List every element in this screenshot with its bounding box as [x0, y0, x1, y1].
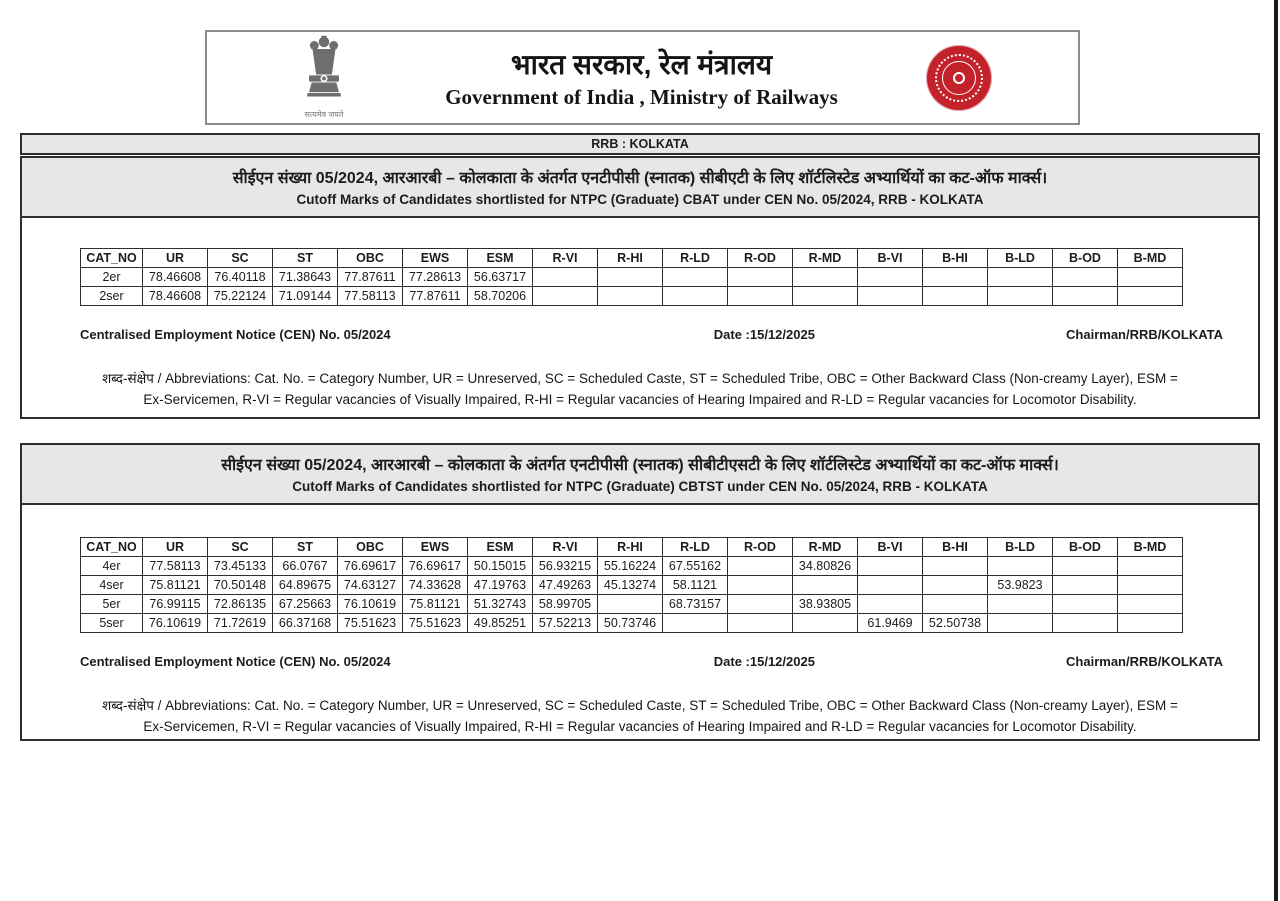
cutoff-cell	[988, 595, 1053, 614]
government-header	[205, 30, 1080, 125]
cutoff-cell: 78.46608	[143, 287, 208, 306]
cutoff-cell	[858, 557, 923, 576]
column-header: B-OD	[1053, 249, 1118, 268]
cutoff-cell: 71.72619	[208, 614, 273, 633]
cutoff-cell	[663, 614, 728, 633]
column-header: R-HI	[598, 249, 663, 268]
cutoff-cell: 76.69617	[338, 557, 403, 576]
cutoff-cell: 50.15015	[468, 557, 533, 576]
cutoff-cell	[728, 287, 793, 306]
table-row	[81, 576, 1183, 595]
cen-notice-label: Centralised Employment Notice (CEN) No. 05/2024	[80, 327, 391, 342]
cutoff-cell: 76.40118	[208, 268, 273, 287]
cutoff-cell: 78.46608	[143, 268, 208, 287]
cutoff-cell: 75.22124	[208, 287, 273, 306]
column-header: B-MD	[1118, 249, 1183, 268]
cutoff-cell: 49.85251	[468, 614, 533, 633]
column-header: R-OD	[728, 538, 793, 557]
column-header: OBC	[338, 538, 403, 557]
cbat-cutoff-section	[20, 156, 1260, 419]
cutoff-cell: 77.58113	[143, 557, 208, 576]
category-cell: 4er	[81, 557, 143, 576]
cutoff-cell: 52.50738	[923, 614, 988, 633]
cutoff-cell	[858, 576, 923, 595]
cutoff-cell: 58.99705	[533, 595, 598, 614]
cen-info-row	[80, 654, 1223, 669]
page-right-edge	[1274, 0, 1278, 901]
cutoff-cell: 76.99115	[143, 595, 208, 614]
category-cell: 2ser	[81, 287, 143, 306]
cutoff-cell	[533, 287, 598, 306]
column-header: B-OD	[1053, 538, 1118, 557]
cutoff-cell: 34.80826	[793, 557, 858, 576]
government-header-text	[357, 45, 926, 110]
column-header: R-VI	[533, 249, 598, 268]
column-header: R-VI	[533, 538, 598, 557]
cutoff-cell: 74.63127	[338, 576, 403, 595]
cutoff-cell	[663, 268, 728, 287]
cutoff-cell: 67.25663	[273, 595, 338, 614]
cutoff-cell	[1118, 595, 1183, 614]
cutoff-cell	[923, 287, 988, 306]
cutoff-cell	[923, 268, 988, 287]
cutoff-cell	[598, 595, 663, 614]
abbreviations-text: शब्द-संक्षेप / Abbreviations: Cat. No. = Category Number, UR = Unreserved, SC = Scheduled Caste, ST = Scheduled Tribe, OBC = Other Backward Class (Non-creamy Layer), ESM = Ex-Servicemen, R-VI = Regular vacancies of Visually Impaired, R-HI = Regular vacancies of Hearing Impaired and R-LD = Regular vacancies for Locomotor Disability.	[102, 698, 1178, 734]
cutoff-cell	[1053, 557, 1118, 576]
column-header: B-VI	[858, 249, 923, 268]
cutoff-cell: 58.70206	[468, 287, 533, 306]
cutoff-cell: 74.33628	[403, 576, 468, 595]
cutoff-cell: 77.58113	[338, 287, 403, 306]
board-name-bar: RRB : KOLKATA	[20, 133, 1260, 155]
cutoff-cell	[793, 287, 858, 306]
cutoff-cell	[923, 557, 988, 576]
column-header: ESM	[468, 538, 533, 557]
column-header: B-LD	[988, 249, 1053, 268]
column-header: OBC	[338, 249, 403, 268]
cutoff-cell: 64.89675	[273, 576, 338, 595]
category-cell: 4ser	[81, 576, 143, 595]
cutoff-cell: 66.37168	[273, 614, 338, 633]
cutoff-cell	[1053, 595, 1118, 614]
cen-notice-label: Centralised Employment Notice (CEN) No. 05/2024	[80, 654, 391, 669]
column-header: R-LD	[663, 538, 728, 557]
category-cell: 2er	[81, 268, 143, 287]
cen-signatory-label: Chairman/RRB/KOLKATA	[1066, 654, 1223, 669]
cutoff-cell: 56.93215	[533, 557, 598, 576]
cutoff-cell: 57.52213	[533, 614, 598, 633]
cutoff-cell	[728, 595, 793, 614]
cutoff-cell	[1118, 557, 1183, 576]
section-title-cbat	[22, 158, 1258, 218]
section-title-english: Cutoff Marks of Candidates shortlisted for NTPC (Graduate) CBTST under CEN No. 05/2024, RRB - KOLKATA	[292, 479, 988, 494]
cutoff-cell: 76.10619	[143, 614, 208, 633]
cutoff-cell: 38.93805	[793, 595, 858, 614]
category-cell: 5ser	[81, 614, 143, 633]
cutoff-cell: 47.49263	[533, 576, 598, 595]
column-header: UR	[143, 538, 208, 557]
cutoff-cell: 70.50148	[208, 576, 273, 595]
cutoff-cell: 71.09144	[273, 287, 338, 306]
cutoff-cell: 77.87611	[403, 287, 468, 306]
cutoff-cell	[793, 268, 858, 287]
gov-title-english: Government of India , Ministry of Railways	[445, 85, 838, 109]
cutoff-cell: 55.16224	[598, 557, 663, 576]
cutoff-cell: 68.73157	[663, 595, 728, 614]
cutoff-cell	[728, 268, 793, 287]
cutoff-cell	[1118, 268, 1183, 287]
table-row	[81, 614, 1183, 633]
cutoff-cell: 71.38643	[273, 268, 338, 287]
column-header: B-LD	[988, 538, 1053, 557]
cutoff-cell: 75.81121	[143, 576, 208, 595]
cutoff-cell: 75.51623	[403, 614, 468, 633]
cbtst-cutoff-section	[20, 443, 1260, 741]
cutoff-cell	[533, 268, 598, 287]
column-header: CAT_NO	[81, 249, 143, 268]
cutoff-cell: 45.13274	[598, 576, 663, 595]
column-header: EWS	[403, 249, 468, 268]
column-header: SC	[208, 538, 273, 557]
cutoff-cell	[858, 595, 923, 614]
column-header: SC	[208, 249, 273, 268]
cutoff-cell	[988, 287, 1053, 306]
section-title-english: Cutoff Marks of Candidates shortlisted for NTPC (Graduate) CBAT under CEN No. 05/2024, RRB - KOLKATA	[296, 192, 984, 207]
cutoff-cell	[728, 557, 793, 576]
table-row	[81, 268, 1183, 287]
cen-signatory-label: Chairman/RRB/KOLKATA	[1066, 327, 1223, 342]
table-row	[81, 595, 1183, 614]
column-header: CAT_NO	[81, 538, 143, 557]
cutoff-cell	[1053, 576, 1118, 595]
cutoff-cell	[1053, 287, 1118, 306]
header-row	[81, 538, 1183, 557]
cutoff-cell	[1053, 614, 1118, 633]
cutoff-cell: 72.86135	[208, 595, 273, 614]
table-row	[81, 287, 1183, 306]
column-header: EWS	[403, 538, 468, 557]
cutoff-cell: 66.0767	[273, 557, 338, 576]
cutoff-cell	[1118, 287, 1183, 306]
cutoff-cell: 53.9823	[988, 576, 1053, 595]
cutoff-cell: 73.45133	[208, 557, 273, 576]
section-title-hindi: सीईएन संख्या 05/2024, आरआरबी – कोलकाता के अंतर्गत एनटीपीसी (स्नातक) सीबीटीएसटी के लिए शॉर्टलिस्टेड अभ्यार्थियों का कट-ऑफ मार्क्स।	[221, 457, 1059, 474]
column-header: ST	[273, 249, 338, 268]
cutoff-cell: 75.51623	[338, 614, 403, 633]
cbtst-cutoff-table	[80, 537, 1183, 633]
cutoff-cell	[1053, 268, 1118, 287]
column-header: B-HI	[923, 249, 988, 268]
cutoff-cell: 67.55162	[663, 557, 728, 576]
column-header: B-MD	[1118, 538, 1183, 557]
cutoff-cell: 77.87611	[338, 268, 403, 287]
column-header: R-MD	[793, 249, 858, 268]
cutoff-cell: 50.73746	[598, 614, 663, 633]
cen-date-label: Date :15/12/2025	[713, 327, 815, 342]
cutoff-cell	[923, 576, 988, 595]
cutoff-cell	[793, 576, 858, 595]
cutoff-cell: 47.19763	[468, 576, 533, 595]
category-cell: 5er	[81, 595, 143, 614]
column-header: UR	[143, 249, 208, 268]
column-header: B-HI	[923, 538, 988, 557]
national-emblem-icon	[291, 34, 357, 122]
column-header: ESM	[468, 249, 533, 268]
cutoff-cell	[1118, 614, 1183, 633]
cutoff-cell: 76.10619	[338, 595, 403, 614]
column-header: R-LD	[663, 249, 728, 268]
cutoff-cell: 61.9469	[858, 614, 923, 633]
indian-railways-logo-icon	[926, 45, 992, 111]
cutoff-cell	[858, 287, 923, 306]
gov-title-hindi: भारत सरकार, रेल मंत्रालय	[510, 49, 773, 80]
cutoff-cell	[988, 557, 1053, 576]
cutoff-cell: 58.1121	[663, 576, 728, 595]
cutoff-cell	[728, 614, 793, 633]
header-row	[81, 249, 1183, 268]
section-title-hindi: सीईएन संख्या 05/2024, आरआरबी – कोलकाता के अंतर्गत एनटीपीसी (स्नातक) सीबीएटी के लिए शॉर्टलिस्टेड अभ्यार्थियों का कट-ऑफ मार्क्स।	[232, 170, 1048, 187]
cutoff-cell	[663, 287, 728, 306]
cen-info-row	[80, 327, 1223, 342]
section-title-cbtst	[22, 445, 1258, 505]
cutoff-cell	[988, 614, 1053, 633]
column-header: R-MD	[793, 538, 858, 557]
column-header: R-HI	[598, 538, 663, 557]
cbat-cutoff-table	[80, 248, 1183, 306]
cutoff-cell	[988, 268, 1053, 287]
cutoff-cell	[728, 576, 793, 595]
cutoff-cell	[858, 268, 923, 287]
cutoff-cell: 56.63717	[468, 268, 533, 287]
column-header: ST	[273, 538, 338, 557]
cutoff-cell	[923, 595, 988, 614]
abbreviations-text: शब्द-संक्षेप / Abbreviations: Cat. No. = Category Number, UR = Unreserved, SC = Scheduled Caste, ST = Scheduled Tribe, OBC = Other Backward Class (Non-creamy Layer), ESM = Ex-Servicemen, R-VI = Regular vacancies of Visually Impaired, R-HI = Regular vacancies of Hearing Impaired and R-LD = Regular vacancies for Locomotor Disability.	[102, 371, 1178, 407]
cutoff-cell: 51.32743	[468, 595, 533, 614]
cutoff-cell: 75.81121	[403, 595, 468, 614]
cutoff-cell	[598, 287, 663, 306]
cutoff-cell	[598, 268, 663, 287]
column-header: B-VI	[858, 538, 923, 557]
cutoff-cell: 76.69617	[403, 557, 468, 576]
cen-date-label: Date :15/12/2025	[713, 654, 815, 669]
table-row	[81, 557, 1183, 576]
cutoff-cell: 77.28613	[403, 268, 468, 287]
column-header: R-OD	[728, 249, 793, 268]
emblem-motto: सत्यमेव जयते	[304, 109, 344, 119]
cutoff-cell	[1118, 576, 1183, 595]
cutoff-cell	[793, 614, 858, 633]
railways-logo-hub	[953, 72, 965, 84]
